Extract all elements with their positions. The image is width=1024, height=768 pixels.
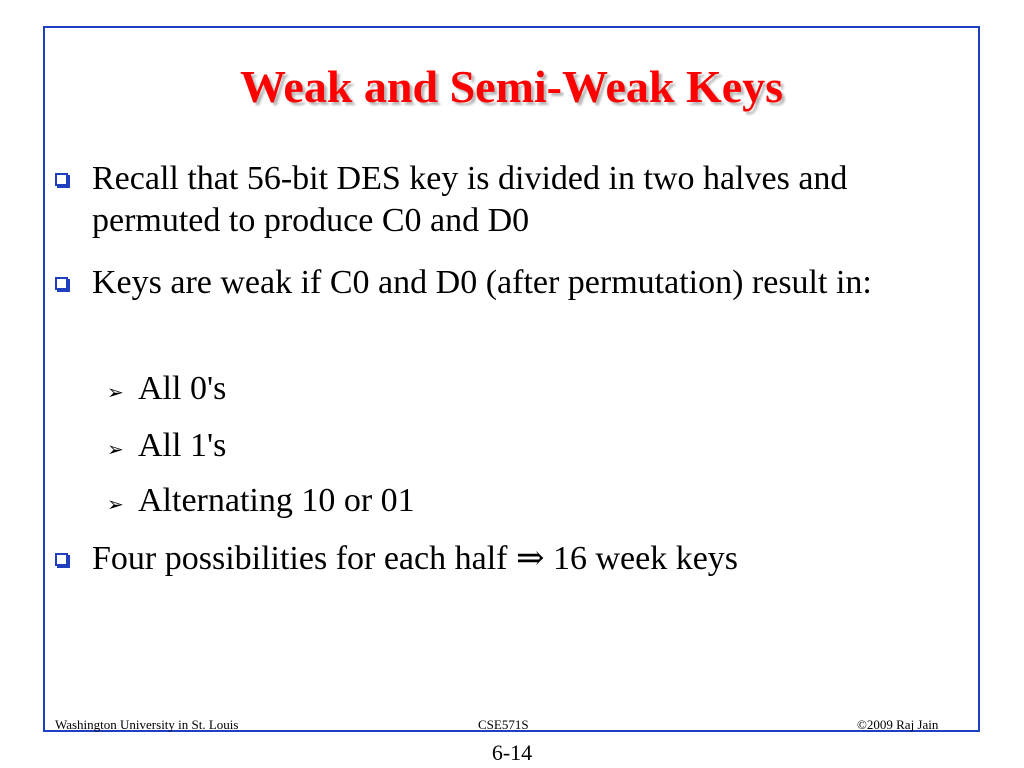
page-number: 6-14 xyxy=(491,740,533,765)
square-bullet-icon xyxy=(55,553,68,566)
sub-bullet-text: All 0's xyxy=(138,370,227,407)
footer-copyright: ©2009 Raj Jain xyxy=(857,717,939,732)
footer-institution: Washington University in St. Louis xyxy=(55,717,239,732)
square-bullet-icon xyxy=(55,173,68,186)
bullet-text: Recall that 56-bit DES key is divided in two halves and permuted to produce C0 and D0 xyxy=(92,160,848,239)
bullet-item xyxy=(55,158,955,248)
footer-course: CSE571S xyxy=(478,717,529,732)
square-bullet-icon xyxy=(55,277,68,290)
bullet-text: Four possibilities for each half ⇒ 16 week keys xyxy=(92,540,739,577)
arrowhead-bullet-icon: ➢ xyxy=(107,494,124,516)
arrowhead-bullet-icon: ➢ xyxy=(107,439,124,461)
slide-frame xyxy=(43,26,980,732)
bullet-item xyxy=(55,538,955,588)
sub-bullet-text: All 1's xyxy=(138,427,227,464)
arrowhead-bullet-icon: ➢ xyxy=(107,382,124,404)
slide-title: Weak and Semi-Weak Keys xyxy=(239,61,784,112)
bullet-text: Keys are weak if C0 and D0 (after permutation) result in: xyxy=(92,264,872,301)
sub-bullet-text: Alternating 10 or 01 xyxy=(138,482,415,519)
bullet-item xyxy=(55,262,955,352)
